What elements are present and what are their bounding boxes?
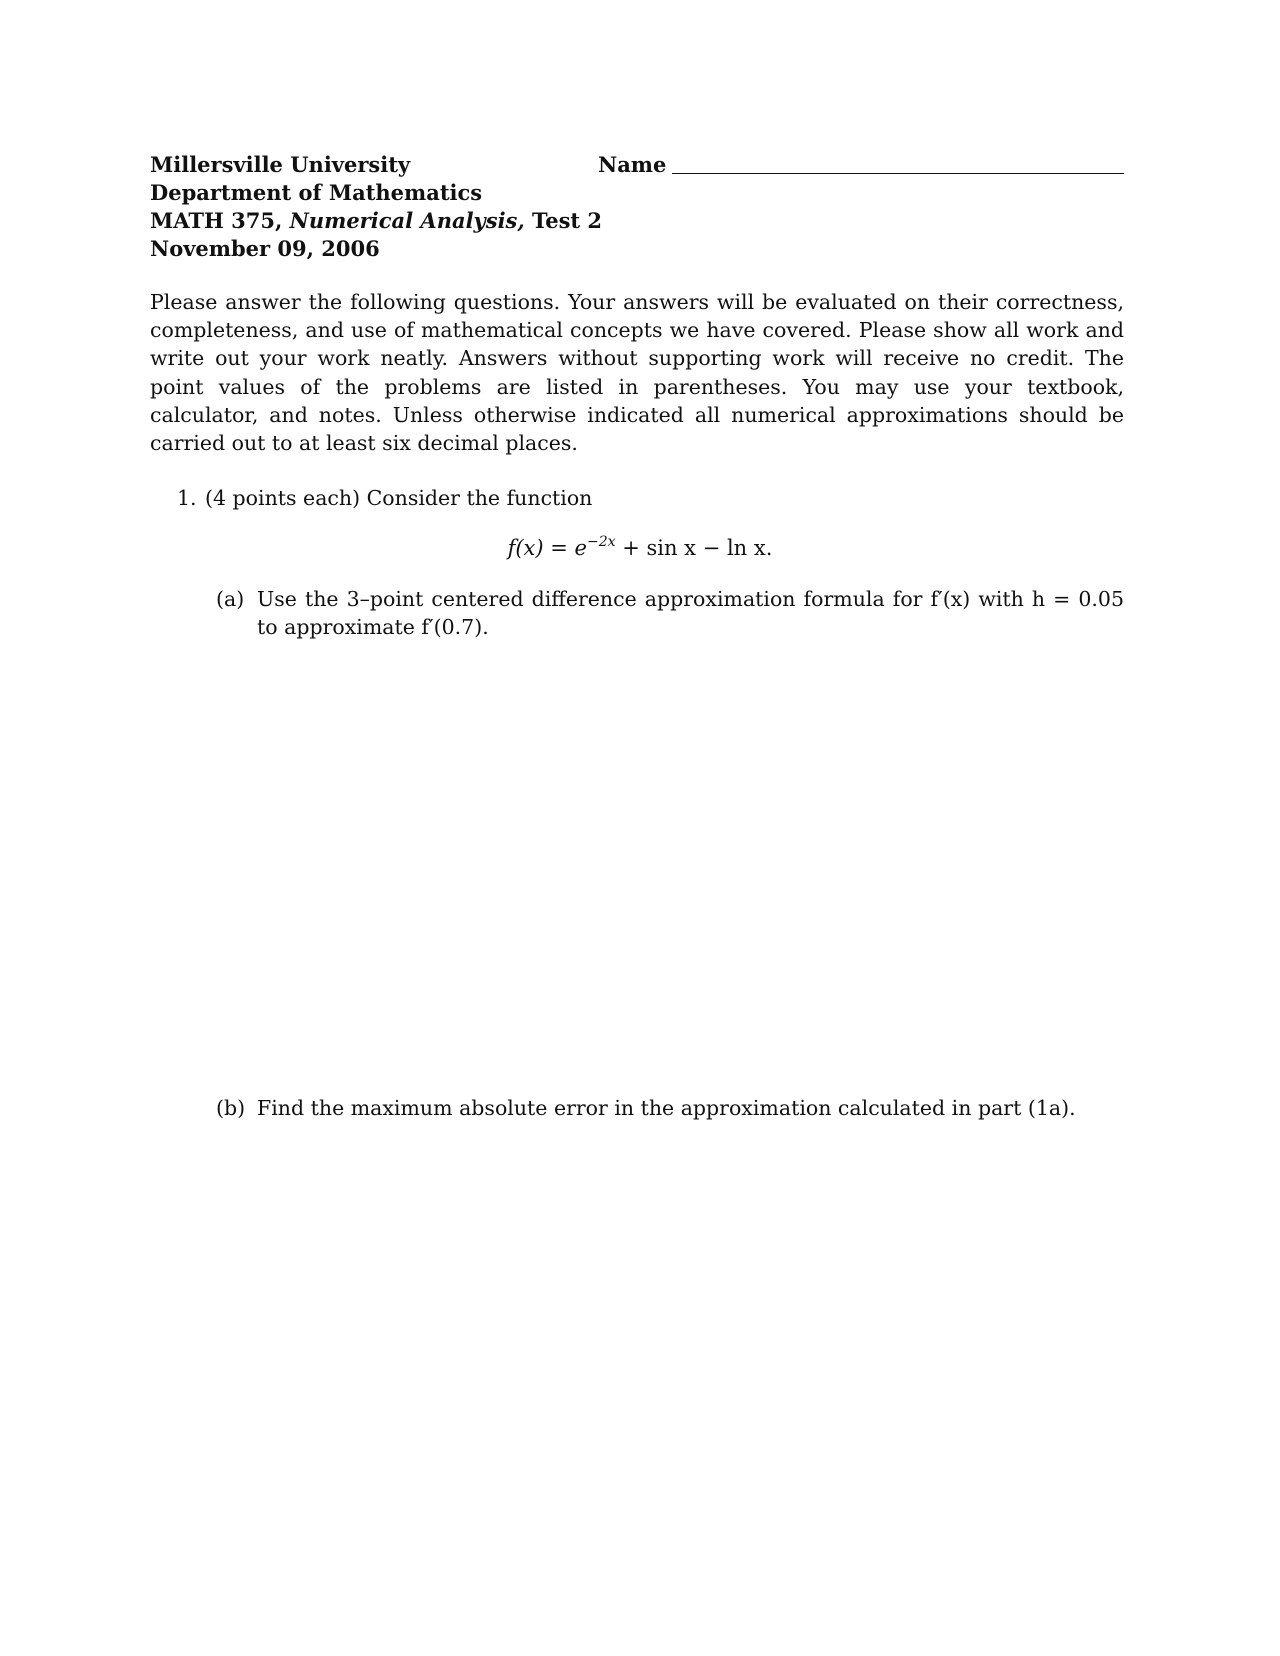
department-name: Department of Mathematics [150,180,483,205]
exam-date: November 09, 2006 [150,236,380,261]
part-b-label: (b) [216,1096,246,1120]
test-label: Test 2 [532,208,603,233]
problem-number: 1. [177,486,197,510]
function-equation [0,534,1280,562]
instructions-paragraph: Please answer the following questions. Your answers will be evaluated on their correctness, completeness, and use of mathematical concepts we have covered. Please show all work and write out your work neatly. Answers without supporting work will receive no credit. The point values of the problems are listed in parentheses. You may use your textbook, calculator, and notes. Unless otherwise indicated all numerical approximations should be carried out to at least six decimal places. [150,290,1124,456]
part-a-label: (a) [216,587,245,611]
equation-rhs: + sin x − ln x. [615,536,773,560]
equation-lhs: f(x) = e [507,536,587,560]
course-prefix: MATH 375, [150,208,283,233]
course-title: Numerical Analysis, [289,208,525,233]
name-answer-line [672,173,1124,174]
part-b-text: Find the maximum absolute error in the approximation calculated in part (1a). [257,1096,1076,1120]
course-line [150,207,602,235]
part-a-text: Use the 3–point centered difference approximation formula for f′(x) with h = 0.05 to approximate f′(0.7). [257,587,1124,639]
problem-intro: (4 points each) Consider the function [205,486,593,510]
name-label: Name [598,152,667,177]
university-name: Millersville University [150,152,411,177]
equation-exponent: −2x [586,534,616,550]
